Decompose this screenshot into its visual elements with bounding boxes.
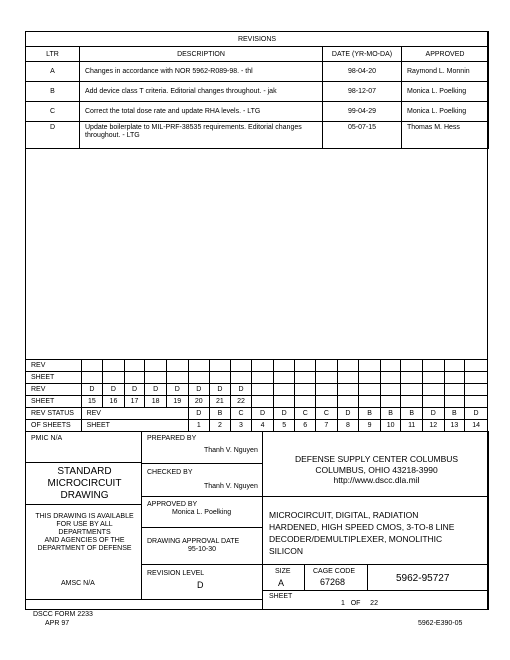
dscc-box (262, 431, 489, 497)
document-code: 5962-E390-05 (418, 620, 463, 627)
status-rev-cell: B (210, 408, 231, 420)
status-sheet-cell: 2 (210, 420, 231, 432)
revision-level-box (141, 564, 263, 600)
size-value: A (278, 578, 285, 588)
sheet-cell: 19 (166, 396, 188, 408)
status-rev-cell: C (230, 408, 252, 420)
sheet-cell: 21 (210, 396, 231, 408)
revision-ltr: C (26, 102, 80, 122)
revision-approved: Thomas M. Hess (402, 122, 489, 149)
status-sheet-cell: 9 (359, 420, 381, 432)
rev-label: REV (81, 408, 188, 420)
checked-by-name: Thanh V. Nguyen (204, 483, 258, 490)
of-sheets-label: OF SHEETS (26, 420, 82, 432)
approved-by-name: Monica L. Poelking (172, 509, 232, 516)
revision-row (26, 82, 489, 102)
status-sheet-cell: 4 (252, 420, 274, 432)
rev-cell: D (145, 384, 167, 396)
revisions-table (25, 31, 489, 149)
form-number: DSCC FORM 2233 (33, 611, 93, 618)
drawing-number: 5962-95727 (396, 573, 450, 584)
cage-code-label: CAGE CODE (313, 568, 356, 575)
revision-description: Update boilerplate to MIL-PRF-38535 requirements. Editorial changes throughout. - LTG (80, 122, 323, 149)
cage-code-box (304, 564, 368, 591)
rev-cell: D (103, 384, 125, 396)
status-sheet-cell: 10 (380, 420, 401, 432)
revision-ltr: A (26, 62, 80, 82)
status-sheet-cell: 3 (230, 420, 252, 432)
rev-label: REV (26, 384, 82, 396)
revision-ltr: D (26, 122, 80, 149)
status-sheet-cell: 11 (401, 420, 423, 432)
revision-description: Correct the total dose rate and update RHA levels. - LTG (80, 102, 323, 122)
status-sheet-cell: 13 (444, 420, 465, 432)
ltr-header: LTR (26, 47, 80, 62)
revision-ltr: B (26, 82, 80, 102)
sheet-cell: 16 (103, 396, 125, 408)
form-date: APR 97 (45, 620, 70, 627)
revision-description: Add device class T criteria. Editorial changes throughout. - jak (80, 82, 323, 102)
status-rev-cell: D (252, 408, 274, 420)
status-rev-cell: D (423, 408, 445, 420)
sheet-box (262, 590, 489, 610)
rev-cell: D (124, 384, 145, 396)
sheet-label: SHEET (81, 420, 188, 432)
rev-label: REV (26, 360, 82, 372)
status-sheet-cell: 14 (465, 420, 488, 432)
revision-level: D (197, 580, 204, 590)
size-box (262, 564, 305, 591)
prepared-by-name: Thanh V. Nguyen (204, 447, 258, 454)
rev-cell: D (188, 384, 210, 396)
revision-approved: Raymond L. Monnin (402, 62, 489, 82)
revision-row (26, 102, 489, 122)
rev-cell: D (210, 384, 231, 396)
status-sheet-cell: 6 (295, 420, 316, 432)
sheet-label: SHEET (26, 372, 82, 384)
revision-description: Changes in accordance with NOR 5962-R089-98. - thl (80, 62, 323, 82)
status-rev-cell: D (188, 408, 210, 420)
status-rev-cell: B (359, 408, 381, 420)
rev-status-label: REV STATUS (26, 408, 82, 420)
status-sheet-cell: 12 (423, 420, 445, 432)
sheet-label: SHEET (26, 396, 82, 408)
revision-row (26, 62, 489, 82)
status-rev-cell: D (465, 408, 488, 420)
status-rev-cell: B (401, 408, 423, 420)
pmic-label: PMIC N/A (31, 435, 63, 442)
status-sheet-cell: 1 (188, 420, 210, 432)
status-rev-cell: D (273, 408, 295, 420)
amsc-label: AMSC N/A (61, 580, 95, 587)
status-rev-cell: B (444, 408, 465, 420)
sheet-status-grid (25, 359, 488, 432)
revision-level-label: REVISION LEVEL (147, 570, 205, 577)
drawing-title: MICROCIRCUIT, DIGITAL, RADIATION HARDENED, HIGH SPEED CMOS, 3-TO-8 LINE DECODER/DEMULTIPLEXER, MONOLITHIC SILICON (269, 510, 455, 556)
approval-date-box (141, 527, 263, 565)
checked-by-box (141, 463, 263, 497)
availability-statement: THIS DRAWING IS AVAILABLE FOR USE BY ALL DEPARTMENTS AND AGENCIES OF THE DEPARTMENT OF DEFENSE (35, 513, 134, 552)
prepared-by-box (141, 431, 263, 464)
revision-approved: Monica L. Poelking (402, 102, 489, 122)
sheet-cell: 22 (230, 396, 252, 408)
date-header: DATE (YR-MO-DA) (323, 47, 402, 62)
rev-cell: D (230, 384, 252, 396)
drawing-title-box (262, 496, 489, 565)
drawing-number-box (367, 564, 489, 591)
cage-code: 67268 (320, 577, 346, 587)
revision-approved: Monica L. Poelking (402, 82, 489, 102)
revision-date: 99-04-29 (323, 102, 402, 122)
approval-date: 95-10-30 (188, 546, 217, 553)
revisions-title: REVISIONS (26, 32, 489, 47)
rev-cell: D (81, 384, 103, 396)
dscc-address: DEFENSE SUPPLY CENTER COLUMBUS COLUMBUS, OHIO 43218-3990 http://www.dscc.dla.mil (294, 454, 459, 485)
sheet-of: 1 OF 22 (341, 600, 378, 607)
left-title-column (25, 431, 142, 600)
status-rev-cell: D (337, 408, 359, 420)
approved-by-box (141, 496, 263, 528)
status-sheet-cell: 8 (337, 420, 359, 432)
sheet-cell: 18 (145, 396, 167, 408)
approved-by-label: APPROVED BY (147, 501, 198, 508)
revision-date: 05-07-15 (323, 122, 402, 149)
revision-date: 98-04-20 (323, 62, 402, 82)
sheet-label: SHEET (269, 593, 293, 600)
sheet-cell: 20 (188, 396, 210, 408)
status-sheet-cell: 5 (273, 420, 295, 432)
status-sheet-cell: 7 (316, 420, 338, 432)
checked-by-label: CHECKED BY (147, 469, 193, 476)
approval-date-label: DRAWING APPROVAL DATE (147, 538, 240, 545)
prepared-by-label: PREPARED BY (147, 435, 197, 442)
revision-date: 98-12-07 (323, 82, 402, 102)
revision-row (26, 122, 489, 149)
sheet-cell: 15 (81, 396, 103, 408)
size-label: SIZE (275, 568, 291, 575)
status-rev-cell: C (316, 408, 338, 420)
standard-drawing-title: STANDARD MICROCIRCUIT DRAWING (47, 466, 122, 501)
description-header: DESCRIPTION (80, 47, 323, 62)
status-rev-cell: B (380, 408, 401, 420)
rev-cell: D (166, 384, 188, 396)
drawing-frame (25, 31, 488, 610)
sheet-cell: 17 (124, 396, 145, 408)
approved-header: APPROVED (402, 47, 489, 62)
status-rev-cell: C (295, 408, 316, 420)
